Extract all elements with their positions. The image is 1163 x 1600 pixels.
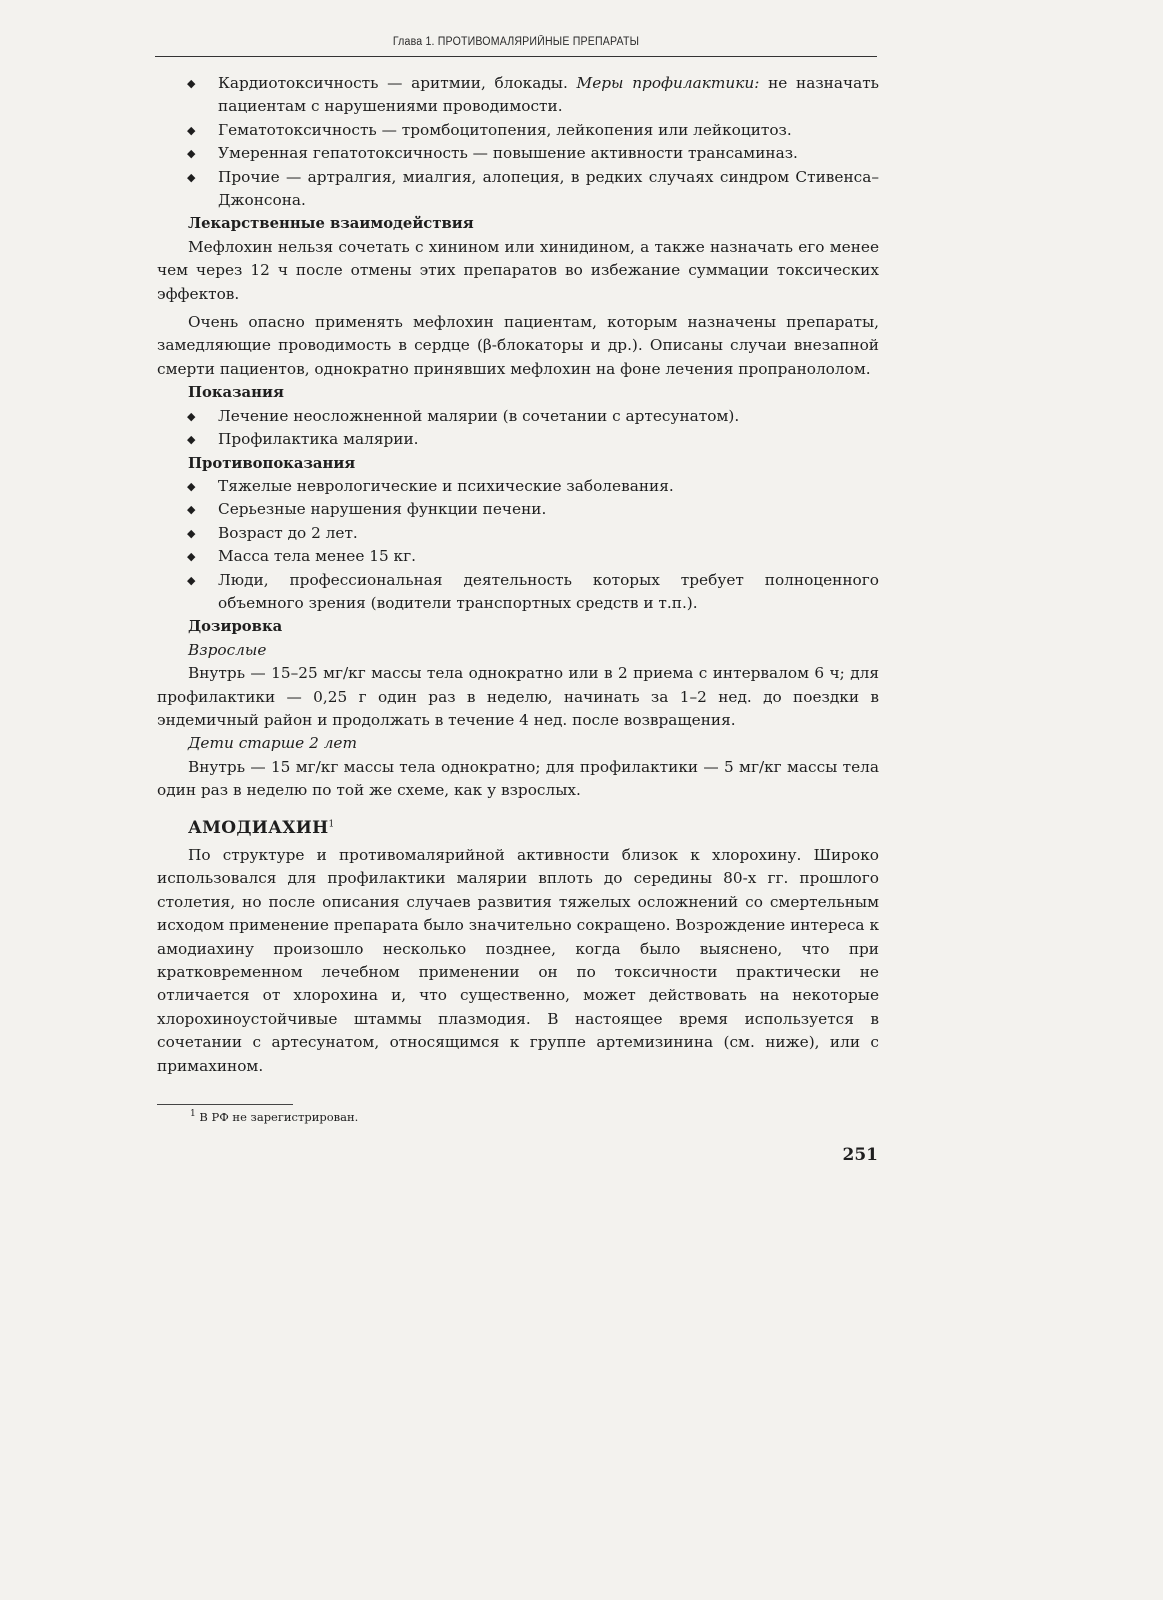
bullet-icon: ◆: [187, 147, 196, 161]
dosage-children-label: Дети старше 2 лет: [188, 734, 357, 753]
bullet-icon: ◆: [187, 77, 196, 90]
list-item: ◆ Гематотоксичность — тромбоцитопения, лейкопения или лейкоцитоз.: [157, 119, 879, 142]
dosage-heading: Дозировка: [188, 618, 283, 636]
indications-list: [157, 405, 879, 452]
dosage-adults-label: Взрослые: [188, 640, 267, 659]
list-item: ◆ Умеренная гепатотоксичность — повышение активности трансаминаз.: [157, 142, 879, 165]
bullet-icon: ◆: [187, 573, 196, 587]
list-item: ◆ Возраст до 2 лет.: [157, 522, 879, 545]
footnote-text: В РФ не зарегистрирован.: [199, 1110, 359, 1124]
interactions-paragraph: Мефлохин нельзя сочетать с хинином или хинидином, а также назначать его менее чем через 12 ч после отмены этих препаратов во избежание суммации токсических эффектов.: [157, 237, 879, 303]
running-head: Глава 1. ПРОТИВОМАЛЯРИЙНЫЕ ПРЕПАРАТЫ: [392, 36, 640, 48]
page-content: [157, 72, 879, 1078]
dosage-children-text: Внутрь — 15 мг/кг массы тела однократно; для профилактики — 5 мг/кг массы тела один раз в неделю по той же схеме, как у взрослых.: [157, 757, 879, 800]
list-item: ◆ Профилактика малярии.: [157, 428, 879, 451]
list-item: ◆ Тяжелые неврологические и психические заболевания.: [157, 475, 879, 498]
list-item: ◆ Люди, профессиональная деятельность которых требует полноценного объемного зрения (водители транспортных средств и т.п.).: [187, 570, 879, 612]
bullet-icon: ◆: [187, 433, 196, 447]
adverse-effects-list: [157, 72, 879, 212]
header-rule: [155, 56, 877, 57]
list-item: ◆ Лечение неосложненной малярии (в сочетании с артесунатом).: [157, 405, 879, 428]
bullet-icon: ◆: [187, 526, 196, 540]
contraindications-heading: Противопоказания: [188, 454, 356, 472]
bullet-icon: ◆: [187, 479, 196, 493]
amodiaquine-paragraph: По структуре и противомалярийной активности близок к хлорохину. Широко использовался для профилактики малярии вплоть до середины 80-х гг. прошлого столетия, но после описания случаев развития тяжелых осложнений со смертельным исходом применение препарата было значительно сокращено. Возрождение интереса к амодиахину произошло несколько позднее, когда было выяснено, что при кратковременном лечебном применении он по токсичности практически не отличается от хлорохина и, что существенно, может действовать на некоторые хлорохиноустойчивые штаммы плазмодия. В настоящее время используется в сочетании с артесунатом, относящимся к группе артемизинина (см. ниже), или с примахином.: [157, 846, 879, 1075]
interactions-heading: Лекарственные взаимодействия: [188, 215, 474, 233]
footnote-reference[interactable]: 1: [328, 818, 335, 829]
list-item: ◆ Кардиотоксичность — аритмии, блокады. Меры профилактики: не назначать пациентам с нарушениями проводимости.: [187, 74, 880, 116]
footnote-rule: [157, 1104, 293, 1105]
bullet-icon: ◆: [187, 409, 196, 423]
contraindications-list: [157, 475, 879, 615]
list-item: ◆ Серьезные нарушения функции печени.: [157, 498, 879, 521]
bullet-icon: ◆: [187, 503, 196, 517]
bullet-icon: ◆: [187, 170, 196, 184]
section-title-amodiaquine: АМОДИАХИН$^1$: [188, 817, 335, 838]
page-number: 251: [842, 1145, 878, 1165]
bullet-icon: ◆: [187, 123, 196, 137]
dosage-adults-text: Внутрь — 15–25 мг/кг массы тела однократно или в 2 приема с интервалом 6 ч; для профилактики — 0,25 г один раз в неделю, начинать за 1–2 нед. до поездки в эндемичный район и продолжать в течение 4 нед. после возвращения.: [157, 664, 879, 729]
emphasis: Меры профилактики:: [576, 74, 760, 92]
footnote-mark: 1: [190, 1109, 196, 1120]
list-item: ◆ Прочие — артралгия, миалгия, алопеция, в редких случаях синдром Стивенса–Джонсона.: [187, 167, 879, 210]
interactions-paragraph: Очень опасно применять мефлохин пациентам, которым назначены препараты, замедляющие проводимость в сердце (β-блокаторы и др.). Описаны случаи внезапной смерти пациентов, однократно принявших мефлохин на фоне лечения пропранололом.: [157, 313, 879, 378]
list-item: ◆ Масса тела менее 15 кг.: [157, 545, 879, 568]
footnote: [190, 1108, 358, 1126]
indications-heading: Показания: [188, 384, 284, 402]
bullet-icon: ◆: [187, 550, 196, 564]
